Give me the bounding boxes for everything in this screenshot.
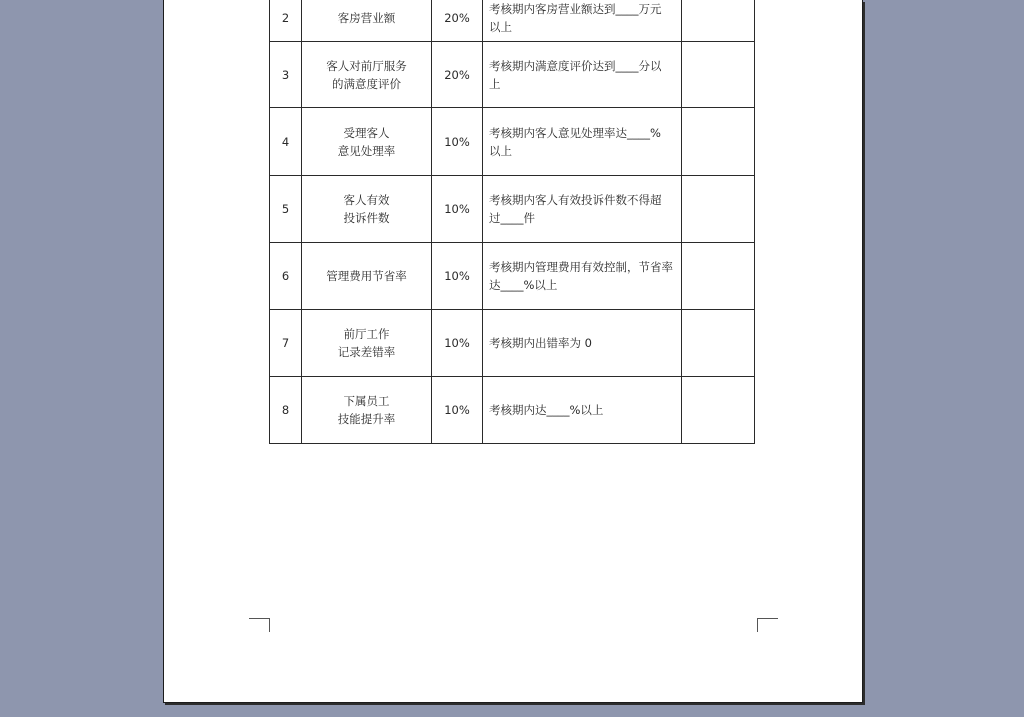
weight-cell: 10% [432,108,483,176]
blank-cell [682,310,755,377]
row-number: 5 [270,176,302,243]
weight-cell: 20% [432,0,483,42]
row-number: 3 [270,42,302,108]
table-row [270,108,755,176]
row-number: 6 [270,243,302,310]
blank-cell [682,176,755,243]
standard-cell: 考核期内达____%以上 [483,377,682,444]
indicator-name: 受理客人 意见处理率 [302,108,432,176]
table-row [270,42,755,108]
standard-cell: 考核期内管理费用有效控制，节省率 达____%以上 [483,243,682,310]
margin-crop-mark-left [249,618,270,632]
indicator-name: 管理费用节省率 [302,243,432,310]
indicator-name: 客房营业额 [302,0,432,42]
blank-cell [682,108,755,176]
table-row [270,310,755,377]
standard-cell: 考核期内出错率为 0 [483,310,682,377]
row-number: 2 [270,0,302,42]
blank-cell [682,243,755,310]
table-row [270,0,755,42]
margin-crop-mark-right [757,618,778,632]
blank-cell [682,377,755,444]
weight-cell: 10% [432,176,483,243]
indicator-name: 前厅工作 记录差错率 [302,310,432,377]
indicator-name: 下属员工 技能提升率 [302,377,432,444]
assessment-table [269,0,755,444]
blank-cell [682,0,755,42]
weight-cell: 10% [432,310,483,377]
row-number: 8 [270,377,302,444]
document-page [163,0,863,703]
indicator-name: 客人对前厅服务 的满意度评价 [302,42,432,108]
weight-cell: 10% [432,243,483,310]
table-row [270,377,755,444]
table-row [270,176,755,243]
blank-cell [682,42,755,108]
table-row [270,243,755,310]
standard-cell: 考核期内客人意见处理率达____% 以上 [483,108,682,176]
weight-cell: 10% [432,377,483,444]
weight-cell: 20% [432,42,483,108]
standard-cell: 考核期内客房营业额达到____万元 以上 [483,0,682,42]
row-number: 4 [270,108,302,176]
row-number: 7 [270,310,302,377]
indicator-name: 客人有效 投诉件数 [302,176,432,243]
standard-cell: 考核期内客人有效投诉件数不得超 过____件 [483,176,682,243]
standard-cell: 考核期内满意度评价达到____分以 上 [483,42,682,108]
